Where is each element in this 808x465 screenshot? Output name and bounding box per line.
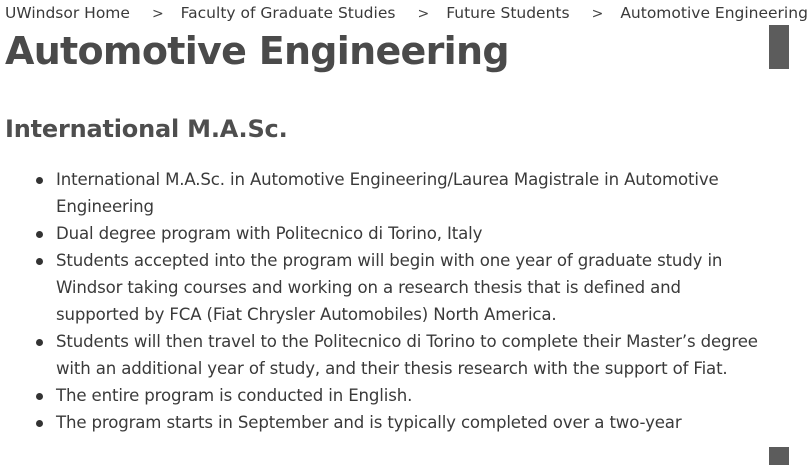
list-item: The program starts in September and is typically completed over a two-year <box>56 409 760 436</box>
breadcrumb-separator: > <box>417 6 430 22</box>
list-item: International M.A.Sc. in Automotive Engineering/Laurea Magistrale in Automotive Engineering <box>56 166 760 220</box>
side-panel-tab-bottom[interactable] <box>769 447 789 465</box>
page-title: Automotive Engineering <box>5 29 509 73</box>
list-item: Dual degree program with Politecnico di Torino, Italy <box>56 220 760 247</box>
breadcrumb-item-future-students[interactable]: Future Students <box>446 4 570 22</box>
breadcrumb-item-current: Automotive Engineering <box>620 4 808 22</box>
breadcrumb-separator: > <box>151 6 164 22</box>
program-details-list <box>0 166 760 436</box>
breadcrumb-separator: > <box>591 6 604 22</box>
list-item: The entire program is conducted in English. <box>56 382 760 409</box>
list-item: Students accepted into the program will begin with one year of graduate study in Windsor taking courses and working on a research thesis that is defined and supported by FCA (Fiat Chrysler Automobiles) North America. <box>56 247 760 328</box>
list-item: Students will then travel to the Politecnico di Torino to complete their Master’s degree with an additional year of study, and their thesis research with the support of Fiat. <box>56 328 760 382</box>
breadcrumb-item-faculty-of-graduate-studies[interactable]: Faculty of Graduate Studies <box>180 4 396 22</box>
breadcrumb-item-uwindsor-home[interactable]: UWindsor Home <box>5 4 130 22</box>
section-title: International M.A.Sc. <box>5 115 288 143</box>
side-panel-tab-top[interactable] <box>769 25 789 69</box>
breadcrumb <box>5 4 808 23</box>
